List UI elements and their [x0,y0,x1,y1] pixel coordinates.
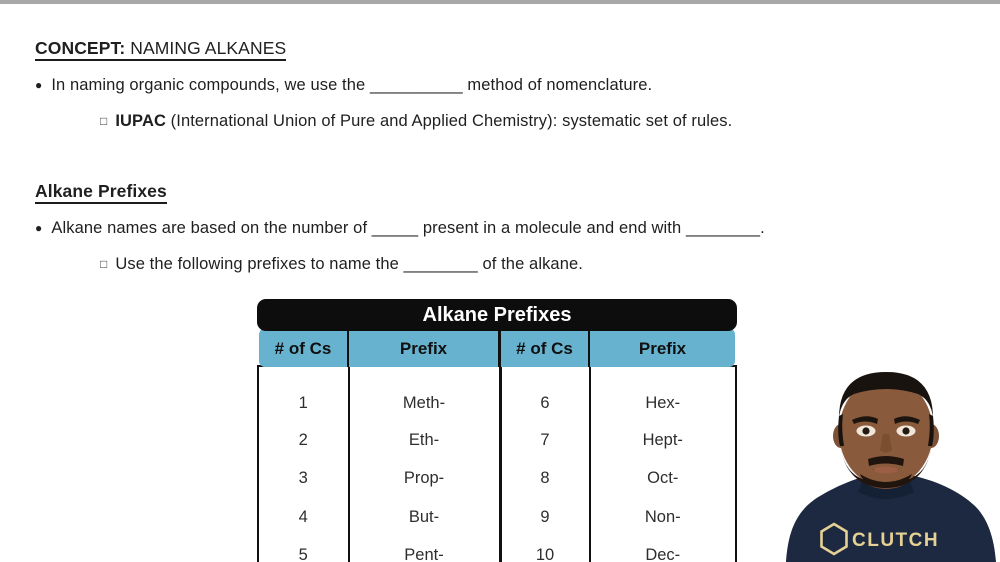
table-cell: Hex- [589,367,736,421]
concept-title: NAMING ALKANES [125,38,287,58]
square-bullet-icon: □ [100,114,108,128]
table-cell: Dec- [589,537,736,562]
col-header-num-cs-1: # of Cs [274,339,332,358]
iupac-definition: (International Union of Pure and Applied Chemistry): systematic set of rules. [165,112,733,130]
instructor-webcam-figure [782,356,1000,562]
alkane-prefixes-table [257,299,737,562]
square-bullet-icon: □ [100,257,108,271]
alkane-names-bullet [35,219,765,238]
col-header-prefix-2: Prefix [588,327,735,367]
table-cell: 8 [499,460,589,499]
window-top-bar [0,0,1000,4]
table-cell: Hept- [589,421,736,460]
bullet-icon: ● [35,221,43,235]
col-header-num-cs-2: # of Cs [498,327,588,367]
table-cell: 7 [499,421,589,460]
table-cell: 3 [298,469,308,488]
table-cell: Meth- [348,367,499,421]
table-cell: Pent- [348,537,499,562]
table-cell: But- [348,498,499,537]
concept-heading [35,38,286,59]
prefixes-sub-text: Use the following prefixes to name the ________ of the alkane. [115,255,583,273]
table-header-row [259,327,735,367]
intro-bullet-text: In naming organic compounds, we use the __________ method of nomenclature. [51,76,653,94]
intro-bullet [35,76,652,95]
table-cell: Eth- [348,421,499,460]
table-cell: 4 [298,507,308,526]
table-title: Alkane Prefixes [257,299,737,331]
table-cell: 10 [499,537,589,562]
table-body [257,365,737,562]
instructor-head [833,372,939,488]
section-heading-text: Alkane Prefixes [35,181,167,204]
col-header-prefix-1: Prefix [347,327,498,367]
table-cell: 6 [499,367,589,421]
table-cell: Non- [589,498,736,537]
bullet-icon: ● [35,78,43,92]
prefixes-sub-bullet [100,255,583,274]
clutch-logo-text: CLUTCH [852,530,940,551]
alkane-names-text: Alkane names are based on the number of _____ present in a molecule and end with ________. [51,219,765,237]
iupac-sub-bullet [100,112,732,131]
table-cell: 2 [298,430,308,449]
table-cell: Oct- [589,460,736,499]
table-cell: 5 [298,546,308,562]
concept-label: CONCEPT: [35,38,126,58]
iupac-term: IUPAC [115,112,166,130]
table-cell: Prop- [348,460,499,499]
table-cell: 9 [499,498,589,537]
section-heading [35,181,167,202]
table-cell: 1 [298,394,308,412]
